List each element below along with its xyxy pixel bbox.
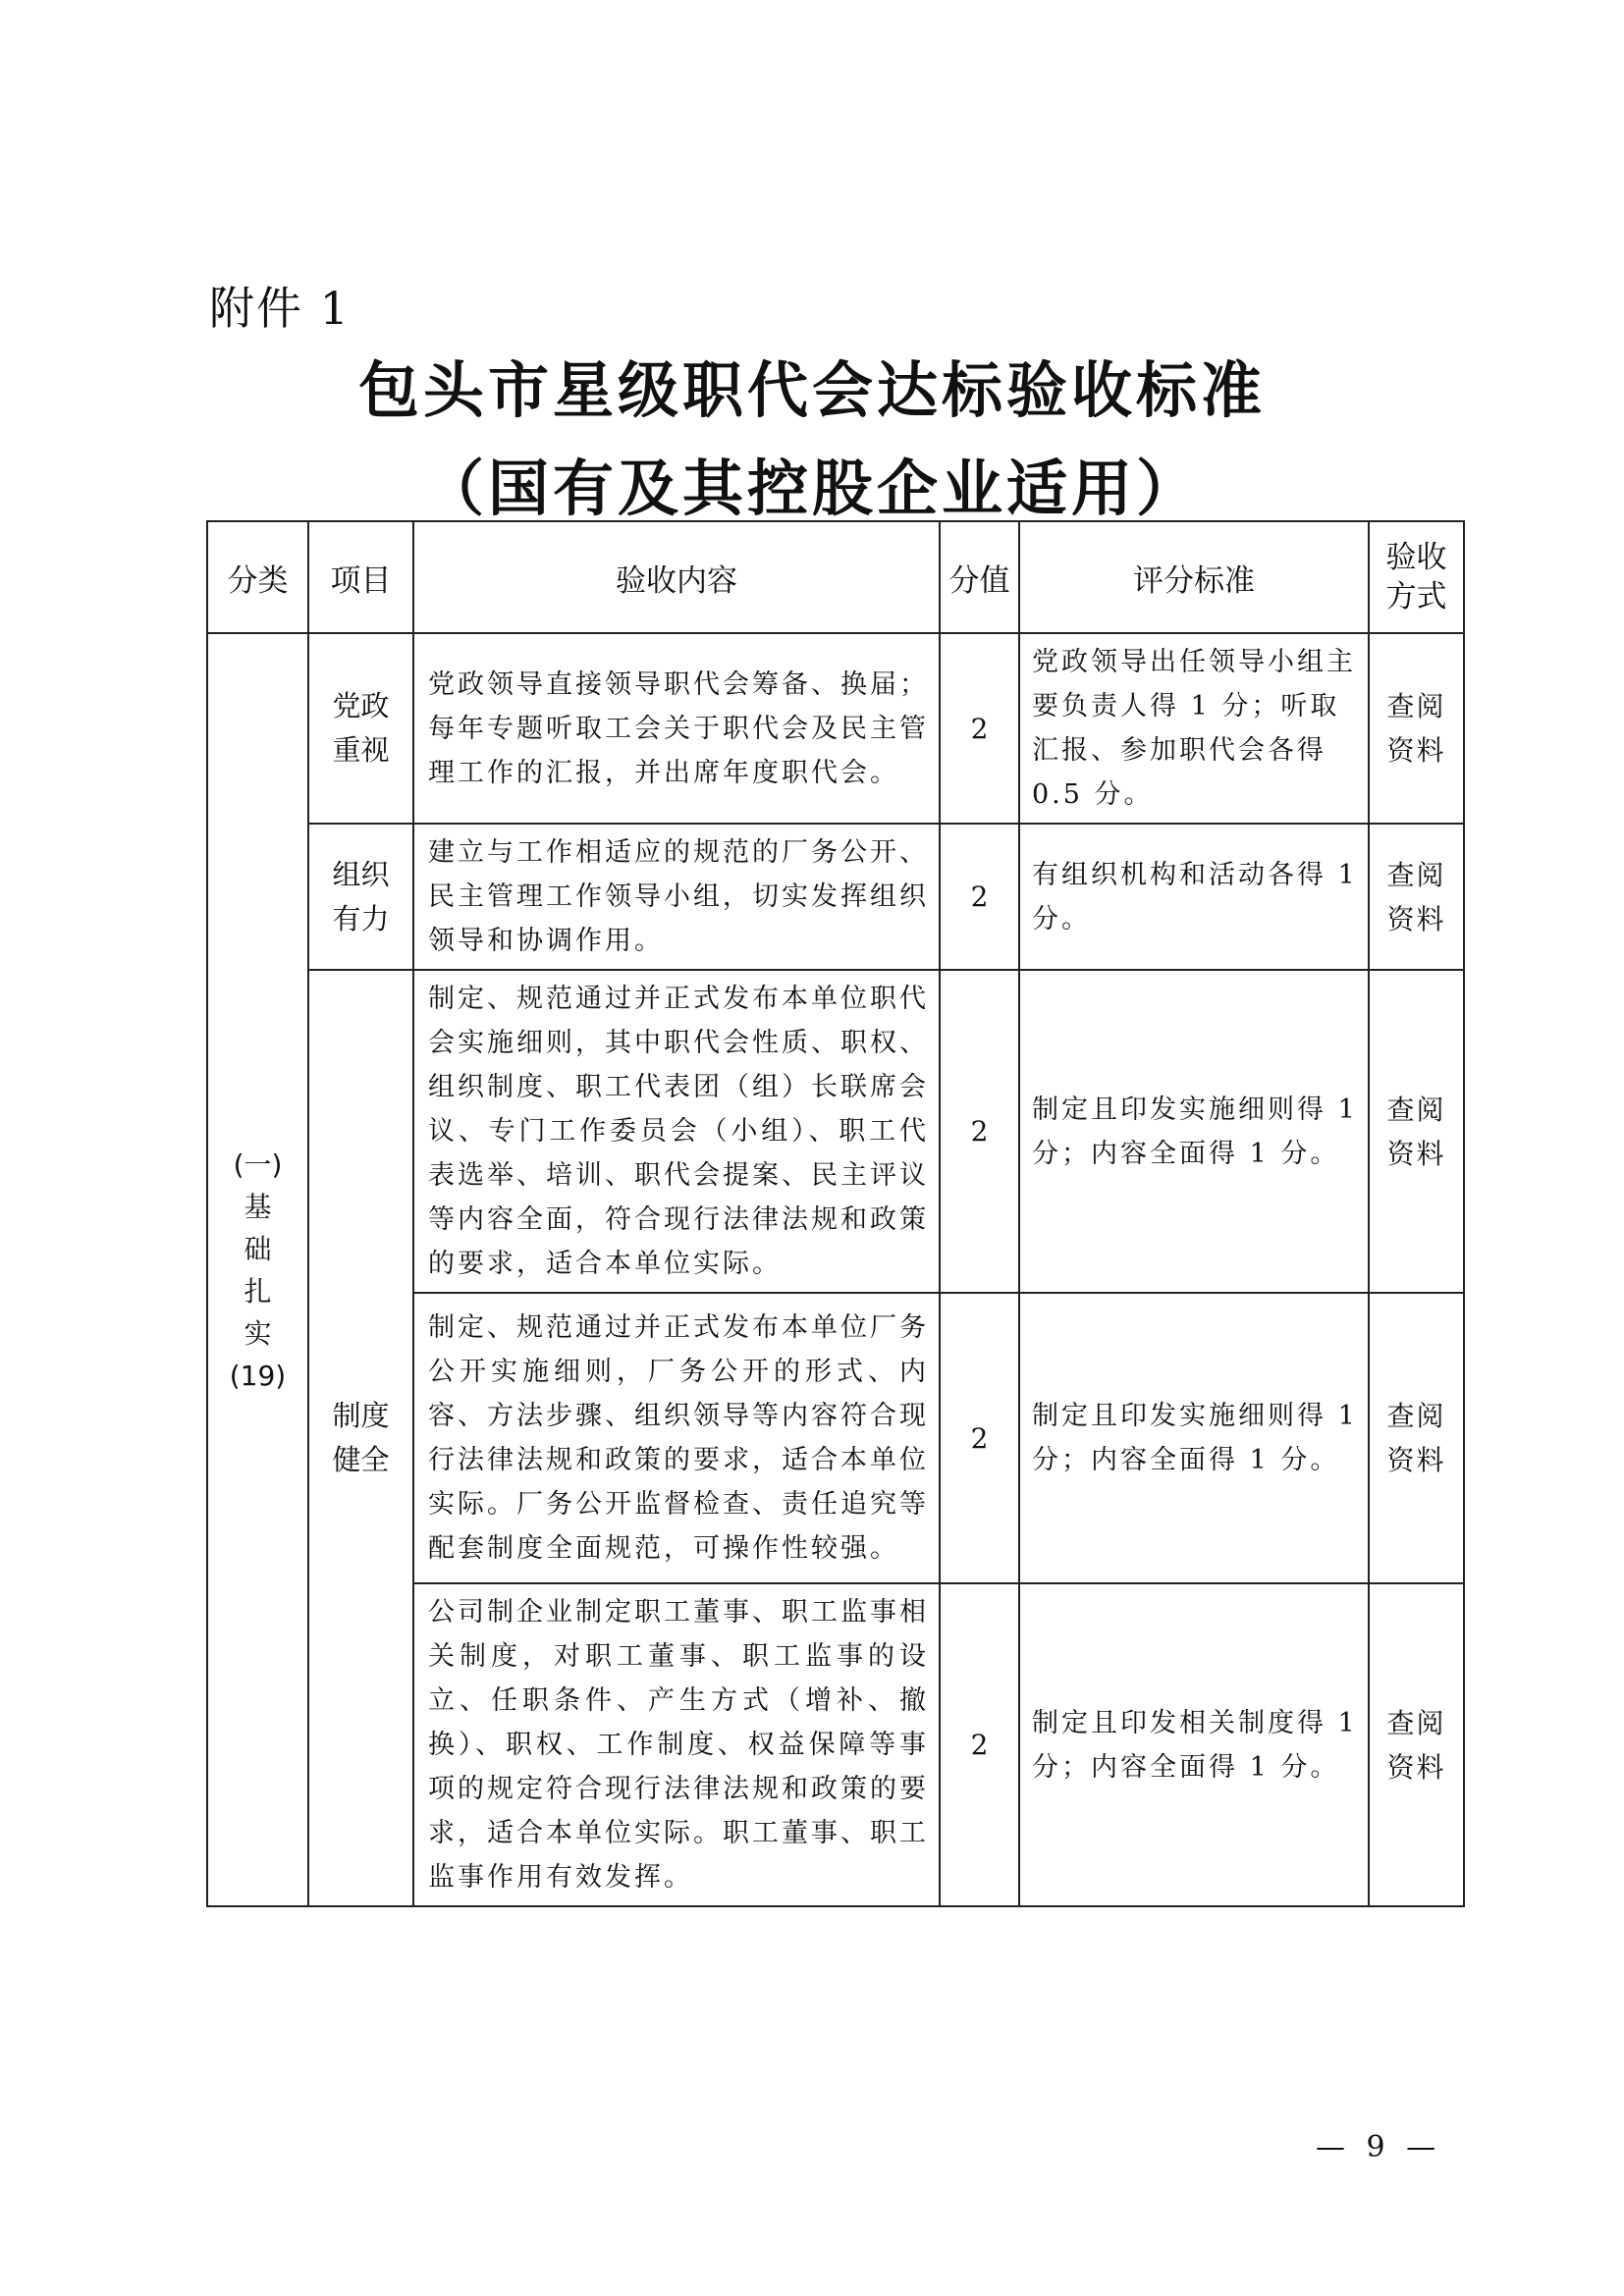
row-content: 制定、规范通过并正式发布本单位厂务公开实施细则，厂务公开的形式、内容、方法步骤、组织领导等内容符合现行法律法规和政策的要求，适合本单位实际。厂务公开监督检查、责任追究等配套制度全面规范，可操作性较强。 xyxy=(413,1293,940,1583)
category-total: (19) xyxy=(229,1359,287,1392)
table-row xyxy=(207,970,1464,1293)
header-method: 验收方式 xyxy=(1369,521,1464,633)
table-row xyxy=(207,633,1464,824)
row-method: 查阅资料 xyxy=(1369,633,1464,824)
row-criteria: 有组织机构和活动各得 1 分。 xyxy=(1019,824,1369,970)
attachment-label: 附件 1 xyxy=(209,282,351,335)
category-char: 基 xyxy=(244,1190,272,1223)
header-score: 分值 xyxy=(940,521,1019,633)
item-party-leadership: 党政重视 xyxy=(308,633,413,824)
header-content: 验收内容 xyxy=(413,521,940,633)
row-method: 查阅资料 xyxy=(1369,1583,1464,1906)
item-organization: 组织有力 xyxy=(308,824,413,970)
row-content: 公司制企业制定职工董事、职工监事相关制度，对职工董事、职工监事的设立、任职条件、产生方式（增补、撤换）、职权、工作制度、权益保障等事项的规定符合现行法律法规和政策的要求，适合本单位实际。职工董事、职工监事作用有效发挥。 xyxy=(413,1583,940,1906)
category-char: 扎 xyxy=(244,1274,272,1308)
document-title: 包头市星级职代会达标验收标准 xyxy=(357,354,1266,426)
category-char: 实 xyxy=(244,1316,272,1350)
header-category: 分类 xyxy=(207,521,308,633)
row-criteria: 制定且印发实施细则得 1 分；内容全面得 1 分。 xyxy=(1019,1293,1369,1583)
row-score: 2 xyxy=(940,1293,1019,1583)
row-method: 查阅资料 xyxy=(1369,970,1464,1293)
row-content: 建立与工作相适应的规范的厂务公开、民主管理工作领导小组，切实发挥组织领导和协调作用。 xyxy=(413,824,940,970)
row-method: 查阅资料 xyxy=(1369,824,1464,970)
row-criteria: 制定且印发实施细则得 1 分；内容全面得 1 分。 xyxy=(1019,970,1369,1293)
row-score: 2 xyxy=(940,824,1019,970)
row-method: 查阅资料 xyxy=(1369,1293,1464,1583)
page-number: — 9 — xyxy=(1316,2130,1442,2164)
document-subtitle: （国有及其控股企业适用） xyxy=(422,453,1201,524)
header-criteria: 评分标准 xyxy=(1019,521,1369,633)
table-row xyxy=(207,824,1464,970)
row-content: 制定、规范通过并正式发布本单位职代会实施细则，其中职代会性质、职权、组织制度、职工代表团（组）长联席会议、专门工作委员会（小组）、职工代表选举、培训、职代会提案、民主评议等内容全面，符合现行法律法规和政策的要求，适合本单位实际。 xyxy=(413,970,940,1293)
table-header-row xyxy=(207,521,1464,633)
row-score: 2 xyxy=(940,1583,1019,1906)
item-system: 制度健全 xyxy=(308,970,413,1906)
category-char: 础 xyxy=(244,1232,272,1265)
acceptance-standards-table xyxy=(206,520,1465,1907)
row-content: 党政领导直接领导职代会筹备、换届；每年专题听取工会关于职代会及民主管理工作的汇报，并出席年度职代会。 xyxy=(413,633,940,824)
category-cell xyxy=(207,633,308,1906)
row-criteria: 党政领导出任领导小组主要负责人得 1 分；听取汇报、参加职代会各得 0.5 分。 xyxy=(1019,633,1369,824)
header-item: 项目 xyxy=(308,521,413,633)
row-score: 2 xyxy=(940,633,1019,824)
row-score: 2 xyxy=(940,970,1019,1293)
row-criteria: 制定且印发相关制度得 1 分；内容全面得 1 分。 xyxy=(1019,1583,1369,1906)
category-number: (一) xyxy=(233,1148,283,1181)
